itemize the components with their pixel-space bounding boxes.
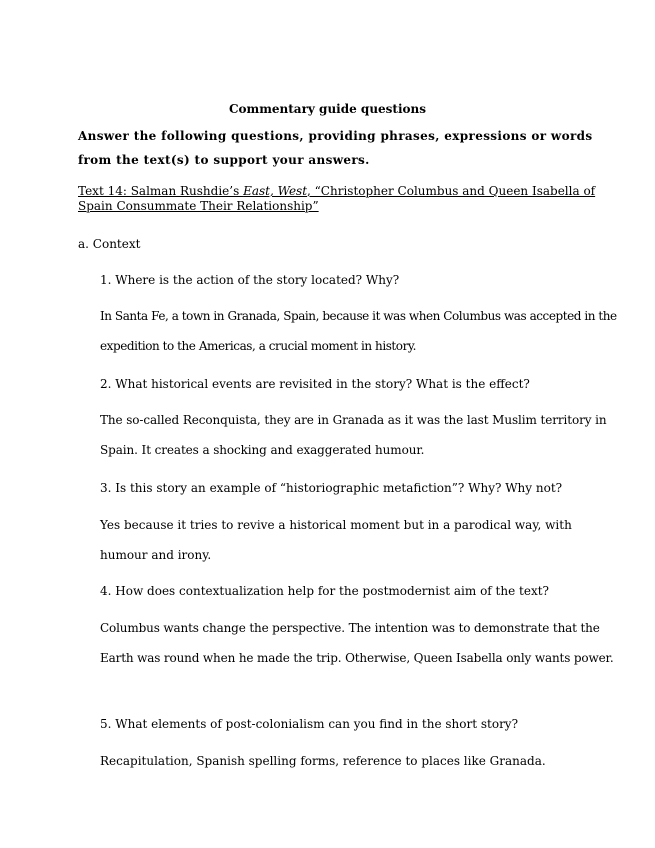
- answer-1: In Santa Fe, a town in Granada, Spain, because it was when Columbus was accepted in the expedition to the Americas, a crucial moment in history.: [100, 309, 617, 353]
- question-3: 3. Is this story an example of “historiographic metafiction”? Why? Why not?: [100, 481, 563, 495]
- document-title: Commentary guide questions: [228, 102, 427, 116]
- answer-2: The so-called Reconquista, they are in Granada as it was the last Muslim territory in Spain. It creates a shocking and exaggerated humour.: [100, 413, 607, 457]
- qa-block-5: [100, 716, 640, 776]
- text-reference: [78, 184, 598, 214]
- instructions: Answer the following questions, providing phrases, expressions or words from the text(s) to support your answers.: [78, 129, 593, 167]
- section-label: a. Context: [78, 237, 141, 251]
- answer-4: Columbus wants change the perspective. The intention was to demonstrate that the Earth was round when he made the trip. Otherwise, Queen Isabella only wants power.: [100, 621, 614, 665]
- question-2: 2. What historical events are revisited in the story? What is the effect?: [100, 377, 530, 391]
- qa-block-1: [100, 272, 640, 361]
- question-1: 1. Where is the action of the story located? Why?: [100, 273, 400, 287]
- qa-block-2: [100, 376, 640, 465]
- answer-3: Yes because it tries to revive a historical moment but in a parodical way, with humour and irony.: [100, 518, 572, 562]
- text-reference-prefix: Text 14: Salman Rushdie’s: [78, 184, 244, 198]
- text-reference-suffix: , “Christopher Columbus and Queen Isabella of Spain Consummate Their Relationship”: [78, 184, 596, 213]
- text-reference-book: East, West: [243, 184, 308, 198]
- qa-block-3: [100, 480, 640, 570]
- answer-5: Recapitulation, Spanish spelling forms, reference to places like Granada.: [100, 754, 546, 768]
- question-4: 4. How does contextualization help for the postmodernist aim of the text?: [100, 584, 549, 598]
- qa-block-4: [100, 583, 640, 673]
- question-5: 5. What elements of post-colonialism can you find in the short story?: [100, 717, 519, 731]
